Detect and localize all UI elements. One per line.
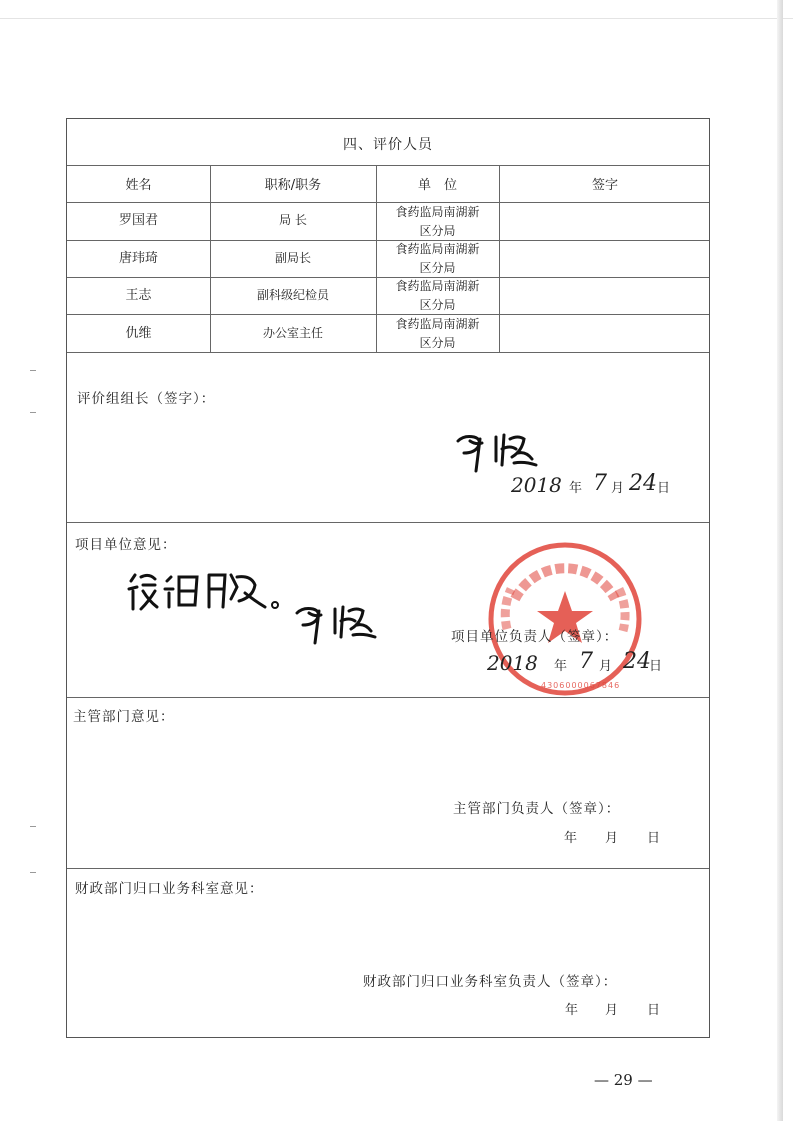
project-opinion-label: 项目单位意见： [75,537,177,553]
dept-year-char: 年 [564,831,578,846]
finance-opinion-label: 财政部门归口业务科室意见： [75,881,264,897]
leader-date-year: 2018 [511,473,562,497]
section-title: 四、评价人员 [343,137,433,153]
scan-top-edge [0,18,793,19]
dept-opinion-label: 主管部门意见： [73,709,175,725]
dept-signer-label: 主管部门负责人（签章）： [453,801,621,817]
project-year-char: 年 [554,659,568,674]
project-handwritten-opinion [125,567,285,617]
margin-mark [30,370,36,371]
row-name: 王志 [125,288,152,303]
row-unit-line2: 区分局 [419,298,456,312]
row-unit-line1: 食药监局南湖新 [395,279,480,293]
row-unit-line1: 食药监局南湖新 [395,205,480,219]
header-title: 职称/职务 [264,178,322,193]
header-name: 姓名 [125,178,152,193]
row-name: 唐玮琦 [118,251,158,266]
project-date-month: 7 [579,649,593,674]
project-day-char: 日 [649,659,663,674]
row-unit-line2: 区分局 [419,336,456,350]
finance-day-char: 日 [647,1003,661,1018]
rule [67,165,709,166]
row-title: 办公室主任 [262,326,323,340]
project-month-char: 月 [599,659,613,674]
rule [67,868,709,869]
margin-mark [30,826,36,827]
official-red-stamp [485,539,645,699]
rule [67,522,709,523]
scan-right-edge [777,0,783,1121]
header-unit: 单 位 [417,178,457,193]
row-title: 副局长 [274,251,311,265]
row-unit-line1: 食药监局南湖新 [395,317,480,331]
leader-day-char: 日 [657,481,671,496]
finance-signer-label: 财政部门归口业务科室负责人（签章）： [363,974,618,990]
finance-month-char: 月 [605,1003,619,1018]
row-title: 局 长 [279,213,307,227]
dept-month-char: 月 [605,831,619,846]
project-date-day: 24 [623,649,651,674]
margin-mark [30,872,36,873]
project-handwritten-signature [291,603,401,651]
rule [499,165,500,352]
leader-date-month: 7 [593,471,607,496]
evaluation-form [66,118,710,1038]
row-name: 仇维 [125,326,152,341]
leader-date-day: 24 [629,471,657,496]
header-signature: 签字 [591,178,618,193]
leader-year-char: 年 [569,481,583,496]
finance-year-char: 年 [565,1003,579,1018]
row-name: 罗国君 [118,213,158,228]
margin-mark [30,412,36,413]
row-title: 副科级纪检员 [256,288,329,302]
leader-month-char: 月 [611,481,625,496]
project-date-year: 2018 [487,651,538,675]
dept-day-char: 日 [647,831,661,846]
row-unit-line1: 食药监局南湖新 [395,242,480,256]
row-unit-line2: 区分局 [419,224,456,238]
leader-signature-label: 评价组组长（签字）： [77,391,216,407]
project-signer-label: 项目单位负责人（签章）： [451,629,619,645]
stamp-number: 4306000067846 [541,681,621,690]
row-unit-line2: 区分局 [419,261,456,275]
page-number: — 29 — [594,1071,653,1089]
